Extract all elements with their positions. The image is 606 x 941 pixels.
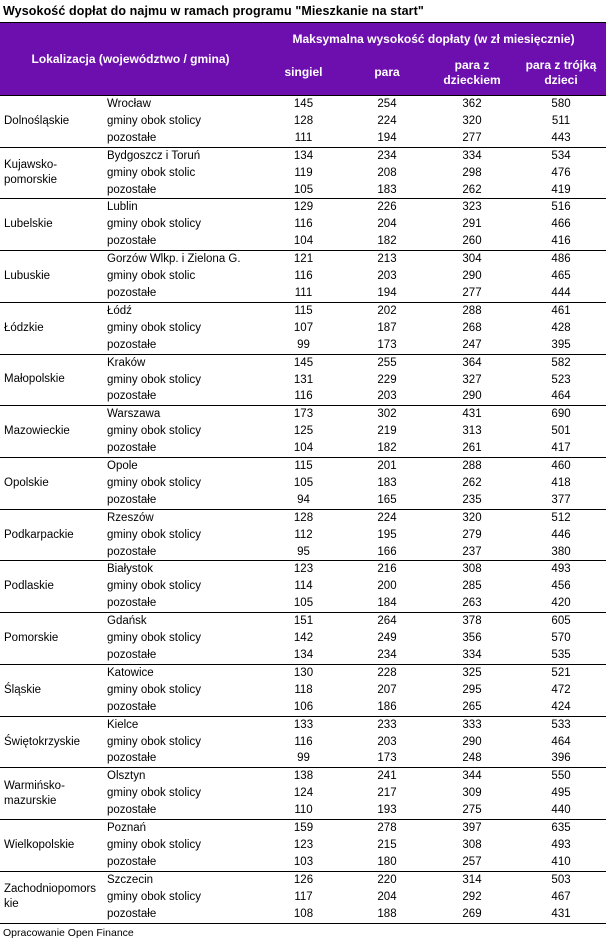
value-cell: 534	[516, 147, 606, 164]
area-cell: Rzeszów	[100, 509, 261, 526]
value-cell: 302	[346, 406, 428, 423]
value-cell: 275	[462, 804, 482, 817]
value-cell: 126	[261, 871, 346, 888]
value-cell: 278	[346, 820, 428, 837]
value-cell: 285	[462, 580, 482, 593]
region-cell: Podlaskie	[0, 561, 100, 613]
value-cell: 114	[294, 580, 313, 593]
value-cell: 228	[346, 664, 428, 681]
value-cell: 118	[294, 683, 313, 696]
value-cell: 467	[551, 890, 571, 903]
value-cell: 395	[551, 338, 571, 351]
value-cell: 298	[462, 166, 482, 179]
value-cell: 333	[428, 716, 516, 733]
value-cell: 582	[516, 354, 606, 371]
table-row	[0, 406, 606, 423]
value-cell: 133	[261, 716, 346, 733]
value-cell: 313	[462, 425, 482, 438]
area-cell: Lublin	[100, 199, 261, 216]
value-cell: 138	[261, 768, 346, 785]
area-cell: Kielce	[100, 716, 261, 733]
value-cell: 635	[516, 820, 606, 837]
region-cell: Lubuskie	[0, 251, 100, 303]
area-cell: pozostałe	[107, 493, 157, 506]
value-cell: 261	[462, 442, 482, 455]
value-cell: 130	[261, 664, 346, 681]
value-cell: 195	[377, 528, 397, 541]
value-cell: 203	[377, 270, 397, 283]
value-cell: 224	[377, 114, 397, 127]
region-cell: Warmińsko-mazurskie	[0, 768, 100, 820]
value-cell: 456	[551, 580, 571, 593]
area-cell: pozostałe	[107, 390, 157, 403]
value-cell: 257	[462, 855, 482, 868]
value-cell: 203	[377, 390, 397, 403]
area-cell: Poznań	[100, 820, 261, 837]
value-cell: 234	[377, 649, 397, 661]
value-cell: 535	[551, 649, 571, 661]
value-cell: 292	[462, 890, 482, 903]
value-cell: 419	[551, 183, 571, 196]
value-cell: 183	[377, 476, 397, 489]
region-cell: Świętokrzyskie	[0, 716, 100, 768]
column-header-group: Maksymalna wysokość dopłaty (w zł miesięcznie)	[261, 23, 606, 55]
value-cell: 125	[293, 425, 314, 438]
area-cell: pozostałe	[107, 907, 157, 920]
value-cell: 334	[428, 147, 516, 164]
value-cell: 134	[293, 649, 314, 661]
column-header-para-z-dzieckiem: para z dzieckiem	[428, 54, 516, 96]
value-cell: 159	[261, 820, 346, 837]
value-cell: 241	[346, 768, 428, 785]
value-cell: 117	[294, 890, 313, 903]
area-cell: Katowice	[100, 664, 261, 681]
column-header-singiel: singiel	[261, 54, 346, 96]
area-cell: Wrocław	[100, 96, 261, 113]
value-cell: 410	[551, 855, 571, 868]
value-cell: 204	[377, 218, 397, 231]
value-cell: 200	[377, 580, 397, 593]
value-cell: 249	[377, 632, 397, 645]
value-cell: 208	[377, 166, 397, 179]
value-cell: 550	[516, 768, 606, 785]
value-cell: 104	[293, 235, 314, 248]
area-cell: pozostałe	[107, 855, 157, 868]
value-cell: 290	[462, 270, 482, 283]
value-cell: 495	[551, 787, 571, 800]
value-cell: 201	[346, 458, 428, 475]
value-cell: 254	[346, 96, 428, 113]
value-cell: 234	[346, 147, 428, 164]
area-cell: Kraków	[100, 354, 261, 371]
value-cell: 334	[462, 649, 482, 661]
value-cell: 107	[293, 321, 314, 334]
value-cell: 308	[462, 838, 482, 851]
value-cell: 295	[462, 683, 482, 696]
value-cell: 420	[551, 597, 571, 610]
value-cell: 247	[462, 338, 482, 351]
table-row	[0, 664, 606, 681]
value-cell: 115	[261, 458, 346, 475]
area-cell: Gdańsk	[100, 613, 261, 630]
value-cell: 501	[551, 425, 571, 438]
area-cell: pozostałe	[107, 804, 157, 817]
value-cell: 116	[294, 735, 313, 748]
value-cell: 213	[346, 251, 428, 268]
region-cell: Dolnośląskie	[0, 96, 100, 148]
value-cell: 288	[428, 302, 516, 319]
value-cell: 269	[462, 907, 482, 920]
value-cell: 314	[428, 871, 516, 888]
area-cell: gminy obok stolicy	[107, 373, 201, 386]
region-cell: Pomorskie	[0, 613, 100, 665]
value-cell: 533	[516, 716, 606, 733]
value-cell: 116	[294, 218, 313, 231]
value-cell: 440	[551, 804, 571, 817]
value-cell: 304	[428, 251, 516, 268]
table-row	[0, 96, 606, 113]
value-cell: 219	[377, 425, 397, 438]
value-cell: 183	[377, 183, 397, 196]
value-cell: 119	[294, 166, 313, 179]
value-cell: 116	[294, 270, 313, 283]
value-cell: 580	[516, 96, 606, 113]
value-cell: 290	[462, 390, 482, 403]
area-cell: gminy obok stolicy	[107, 528, 201, 541]
value-cell: 521	[516, 664, 606, 681]
value-cell: 380	[551, 545, 571, 558]
table-row	[0, 613, 606, 630]
table-row	[0, 199, 606, 216]
value-cell: 460	[516, 458, 606, 475]
value-cell: 320	[462, 114, 482, 127]
value-cell: 466	[551, 218, 571, 231]
area-cell: pozostałe	[107, 442, 157, 455]
value-cell: 166	[377, 545, 397, 558]
value-cell: 290	[462, 735, 482, 748]
area-cell: gminy obok stolicy	[107, 425, 201, 438]
value-cell: 186	[377, 700, 397, 713]
area-cell: Bydgoszcz i Toruń	[100, 147, 261, 164]
value-cell: 151	[261, 613, 346, 630]
value-cell: 464	[551, 390, 571, 403]
value-cell: 187	[377, 321, 397, 334]
value-cell: 262	[462, 476, 482, 489]
table-row	[0, 716, 606, 733]
area-cell: Gorzów Wlkp. i Zielona G.	[100, 251, 261, 268]
value-cell: 193	[377, 804, 397, 817]
value-cell: 99	[297, 752, 310, 765]
value-cell: 493	[551, 838, 571, 851]
value-cell: 131	[293, 373, 314, 386]
value-cell: 397	[428, 820, 516, 837]
table-row	[0, 509, 606, 526]
value-cell: 465	[551, 270, 571, 283]
table-row	[0, 302, 606, 319]
value-cell: 165	[377, 493, 397, 506]
region-cell: Śląskie	[0, 664, 100, 716]
value-cell: 121	[261, 251, 346, 268]
area-cell: pozostałe	[107, 649, 157, 661]
value-cell: 184	[377, 597, 397, 610]
region-cell: Opolskie	[0, 458, 100, 510]
region-cell: Lubelskie	[0, 199, 100, 251]
value-cell: 116	[294, 390, 313, 403]
value-cell: 476	[551, 166, 571, 179]
value-cell: 288	[428, 458, 516, 475]
value-cell: 103	[293, 855, 314, 868]
value-cell: 207	[377, 683, 397, 696]
value-cell: 229	[377, 373, 397, 386]
column-header-location: Lokalizacja (województwo / gmina)	[0, 23, 261, 96]
area-cell: pozostałe	[107, 700, 157, 713]
value-cell: 235	[462, 493, 482, 506]
value-cell: 226	[346, 199, 428, 216]
area-cell: pozostałe	[107, 183, 157, 196]
value-cell: 464	[551, 735, 571, 748]
value-cell: 134	[261, 147, 346, 164]
value-cell: 260	[462, 235, 482, 248]
value-cell: 291	[462, 218, 482, 231]
value-cell: 194	[377, 286, 397, 299]
area-cell: gminy obok stolicy	[107, 632, 201, 645]
value-cell: 444	[551, 286, 571, 299]
value-cell: 128	[293, 114, 314, 127]
value-cell: 173	[261, 406, 346, 423]
value-cell: 356	[462, 632, 482, 645]
value-cell: 106	[293, 700, 314, 713]
value-cell: 105	[293, 597, 314, 610]
value-cell: 203	[377, 735, 397, 748]
table-body	[0, 96, 606, 924]
area-cell: gminy obok stolicy	[107, 735, 201, 748]
region-cell: Mazowieckie	[0, 406, 100, 458]
value-cell: 99	[297, 338, 310, 351]
value-cell: 416	[551, 235, 571, 248]
value-cell: 94	[297, 493, 310, 506]
value-cell: 194	[377, 131, 397, 144]
value-cell: 378	[428, 613, 516, 630]
value-cell: 248	[462, 752, 482, 765]
value-cell: 262	[462, 183, 482, 196]
value-cell: 323	[428, 199, 516, 216]
value-cell: 145	[261, 96, 346, 113]
area-cell: pozostałe	[107, 597, 157, 610]
value-cell: 461	[516, 302, 606, 319]
column-header-para-z-trojka-dzieci: para z trójką dzieci	[516, 54, 606, 96]
value-cell: 327	[462, 373, 482, 386]
value-cell: 364	[428, 354, 516, 371]
value-cell: 443	[551, 131, 571, 144]
area-cell: gminy obok stolicy	[107, 683, 201, 696]
value-cell: 516	[516, 199, 606, 216]
area-cell: pozostałe	[107, 545, 157, 558]
value-cell: 111	[294, 131, 313, 144]
value-cell: 279	[462, 528, 482, 541]
value-cell: 309	[462, 787, 482, 800]
region-cell: Kujawsko-pomorskie	[0, 147, 100, 199]
area-cell: Łódź	[100, 302, 261, 319]
value-cell: 308	[428, 561, 516, 578]
value-cell: 417	[551, 442, 571, 455]
page-title: Wysokość dopłat do najmu w ramach programu "Mieszkanie na start"	[3, 4, 424, 18]
value-cell: 277	[462, 286, 482, 299]
value-cell: 204	[377, 890, 397, 903]
subsidy-table	[0, 22, 606, 924]
value-cell: 277	[462, 131, 482, 144]
region-cell: Małopolskie	[0, 354, 100, 406]
value-cell: 216	[346, 561, 428, 578]
value-cell: 690	[516, 406, 606, 423]
value-cell: 428	[551, 321, 571, 334]
region-cell: Podkarpackie	[0, 509, 100, 561]
table-header	[0, 23, 606, 96]
value-cell: 344	[428, 768, 516, 785]
table-row	[0, 820, 606, 837]
region-cell: Łódzkie	[0, 302, 100, 354]
value-cell: 605	[516, 613, 606, 630]
area-cell: gminy obok stolicy	[107, 890, 201, 903]
region-cell: Wielkopolskie	[0, 820, 100, 872]
value-cell: 523	[551, 373, 571, 386]
value-cell: 217	[377, 787, 397, 800]
value-cell: 486	[516, 251, 606, 268]
value-cell: 173	[377, 752, 397, 765]
value-cell: 220	[346, 871, 428, 888]
value-cell: 115	[261, 302, 346, 319]
value-cell: 265	[462, 700, 482, 713]
area-cell: pozostałe	[107, 131, 157, 144]
table-row	[0, 147, 606, 164]
value-cell: 255	[346, 354, 428, 371]
value-cell: 182	[377, 235, 397, 248]
value-cell: 215	[377, 838, 397, 851]
area-cell: pozostałe	[107, 752, 157, 765]
value-cell: 129	[261, 199, 346, 216]
footer-credit: Opracowanie Open Finance	[3, 926, 134, 939]
value-cell: 111	[294, 286, 313, 299]
value-cell: 424	[551, 700, 571, 713]
value-cell: 493	[516, 561, 606, 578]
value-cell: 112	[294, 528, 313, 541]
value-cell: 268	[462, 321, 482, 334]
value-cell: 263	[462, 597, 482, 610]
value-cell: 105	[293, 183, 314, 196]
region-cell: Zachodniopomorskie	[0, 871, 100, 923]
table-row	[0, 251, 606, 268]
area-cell: gminy obok stolicy	[107, 838, 201, 851]
value-cell: 110	[294, 804, 313, 817]
value-cell: 264	[346, 613, 428, 630]
value-cell: 237	[462, 545, 482, 558]
area-cell: Białystok	[100, 561, 261, 578]
value-cell: 320	[428, 509, 516, 526]
value-cell: 418	[551, 476, 571, 489]
value-cell: 95	[297, 545, 310, 558]
table-row	[0, 458, 606, 475]
table-row	[0, 871, 606, 888]
area-cell: gminy obok stolicy	[107, 321, 201, 334]
value-cell: 142	[293, 632, 314, 645]
column-header-para: para	[346, 54, 428, 96]
value-cell: 511	[551, 114, 571, 127]
value-cell: 108	[293, 907, 314, 920]
area-cell: gminy obok stolicy	[107, 787, 201, 800]
value-cell: 180	[377, 855, 397, 868]
value-cell: 472	[551, 683, 571, 696]
value-cell: 182	[377, 442, 397, 455]
value-cell: 503	[516, 871, 606, 888]
value-cell: 233	[346, 716, 428, 733]
value-cell: 431	[428, 406, 516, 423]
value-cell: 325	[428, 664, 516, 681]
value-cell: 128	[261, 509, 346, 526]
value-cell: 431	[551, 907, 571, 920]
value-cell: 202	[346, 302, 428, 319]
area-cell: Warszawa	[100, 406, 261, 423]
value-cell: 512	[516, 509, 606, 526]
area-cell: gminy obok stolicy	[107, 476, 201, 489]
value-cell: 362	[428, 96, 516, 113]
value-cell: 145	[261, 354, 346, 371]
value-cell: 396	[551, 752, 571, 765]
value-cell: 104	[293, 442, 314, 455]
value-cell: 377	[551, 493, 571, 506]
area-cell: gminy obok stolicy	[107, 580, 201, 593]
area-cell: gminy obok stolic	[107, 166, 196, 179]
value-cell: 446	[551, 528, 571, 541]
area-cell: Szczecin	[100, 871, 261, 888]
table-row	[0, 354, 606, 371]
value-cell: 224	[346, 509, 428, 526]
area-cell: pozostałe	[107, 338, 157, 351]
table-row	[0, 561, 606, 578]
area-cell: gminy obok stolicy	[107, 114, 201, 127]
value-cell: 570	[551, 632, 571, 645]
area-cell: pozostałe	[107, 286, 157, 299]
area-cell: gminy obok stolicy	[107, 218, 201, 231]
value-cell: 124	[293, 787, 314, 800]
value-cell: 105	[293, 476, 314, 489]
area-cell: gminy obok stolic	[107, 270, 196, 283]
value-cell: 173	[377, 338, 397, 351]
value-cell: 123	[261, 561, 346, 578]
table-row	[0, 768, 606, 785]
value-cell: 123	[293, 838, 314, 851]
area-cell: Opole	[100, 458, 261, 475]
value-cell: 188	[377, 907, 397, 920]
area-cell: Olsztyn	[100, 768, 261, 785]
area-cell: pozostałe	[107, 235, 157, 248]
